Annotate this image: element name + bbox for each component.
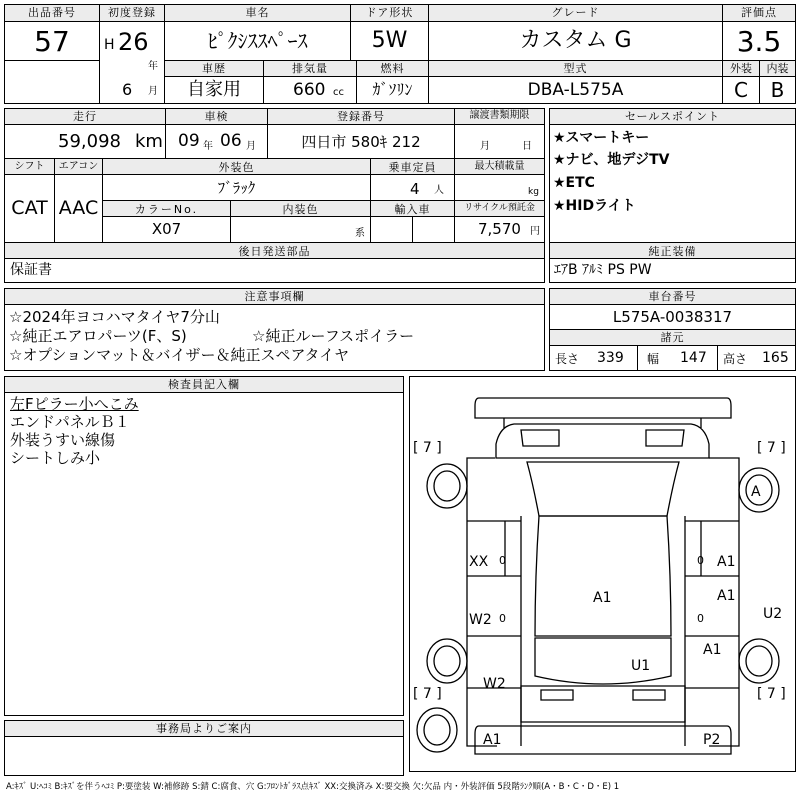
chassis-value: L575A-0038317	[612, 308, 733, 326]
mark-bumper-right: P2	[703, 732, 721, 748]
ext-color-label: 外装色	[218, 161, 255, 174]
inspection-year-unit: 年	[203, 141, 213, 152]
rear-hatch	[521, 686, 685, 722]
transfer-label: 譲渡書類期限	[469, 110, 530, 121]
specs-title: 諸元	[660, 331, 685, 344]
mark-zero: 0	[499, 554, 506, 567]
notes-line: ☆純正ルーフスポイラー	[252, 327, 415, 345]
int-color-label: 内装色	[282, 203, 319, 216]
door-value: 5W	[371, 28, 408, 53]
reg-month: 6	[122, 80, 133, 99]
door-label: ドア形状	[365, 6, 414, 19]
mark-left-front-fender: XX	[469, 554, 489, 570]
recycle-value: 7,570	[478, 220, 521, 238]
ac-label: エアコン	[58, 161, 99, 172]
length-label: 長さ	[555, 352, 580, 366]
plate-label: 登録番号	[337, 110, 385, 123]
notes-line: ☆純正エアロパーツ(F、S)	[9, 327, 187, 345]
genuine-value: ｴｱB ｱﾙﾐ PS PW	[554, 262, 652, 278]
tire-rr-tread: [ 7 ]	[757, 686, 786, 702]
grade-label: グレード	[551, 6, 600, 19]
exterior-grade: C	[734, 78, 748, 102]
inspection-label: 車検	[204, 110, 229, 123]
width-label: 幅	[647, 352, 660, 366]
recycle-unit: 円	[530, 226, 540, 237]
inspection-month-unit: 月	[246, 141, 256, 152]
inspector-title: 検査員記入欄	[168, 378, 240, 391]
notes-line: ☆オプションマット＆バイザー＆純正スペアタイヤ	[9, 346, 350, 364]
model-label: 型式	[563, 62, 588, 75]
notes-title: 注意事項欄	[244, 290, 305, 303]
rear-bumper	[475, 726, 731, 754]
mileage-value: 59,098	[58, 131, 121, 152]
shift-value: CAT	[11, 197, 48, 219]
score-value: 3.5	[736, 25, 782, 58]
inspector-line: シートしみ小	[10, 449, 101, 467]
lot-number: 57	[34, 25, 70, 58]
mark-zero: 0	[499, 612, 506, 625]
notes-line: ☆2024年ヨコハマタイヤ7分山	[9, 308, 220, 326]
windshield	[527, 462, 679, 516]
height-label: 高さ	[723, 352, 748, 366]
era: H	[104, 37, 115, 53]
mileage-label: 走行	[73, 110, 97, 123]
sales-point-item: ★スマートキー	[553, 130, 650, 146]
sales-points-title: セールスポイント	[624, 110, 720, 123]
taillight-left-icon	[541, 690, 573, 700]
tire-fr-tread: [ 7 ]	[757, 440, 786, 456]
headlight-right-icon	[646, 430, 684, 446]
color-no-label: カラーNo.	[134, 203, 199, 216]
transfer-month-unit: 月	[480, 141, 490, 152]
inspector-line: 外装うすい線傷	[10, 431, 116, 449]
front-bumper	[475, 398, 731, 418]
mark-left-front-door: W2	[469, 612, 492, 628]
plate-value: 四日市 580ｷ 212	[301, 133, 421, 151]
body-left	[467, 458, 497, 746]
history-label: 車歴	[202, 62, 226, 75]
car-diagram	[409, 376, 796, 772]
sales-point-item: ★ETC	[553, 175, 595, 191]
displacement-unit: cc	[333, 87, 344, 98]
inspection-month: 06	[220, 131, 242, 151]
height-value: 165	[762, 350, 789, 366]
spare-tire-mark: A	[751, 484, 761, 500]
mark-right-side: U2	[763, 606, 783, 622]
length-value: 339	[597, 350, 624, 366]
mark-left-rear: W2	[483, 676, 506, 692]
reg-year: 26	[118, 28, 149, 56]
first-reg-label: 初度登録	[108, 6, 156, 19]
mark-bumper-left: A1	[483, 732, 502, 748]
ac-value: AAC	[58, 197, 99, 219]
max-load-label: 最大積載量	[474, 161, 525, 172]
transfer-day-unit: 日	[522, 141, 532, 152]
year-unit: 年	[148, 61, 158, 72]
displacement-value: 660	[293, 80, 326, 100]
displacement-label: 排気量	[292, 62, 328, 75]
mark-zero: 0	[697, 612, 704, 625]
hood	[496, 424, 709, 458]
fuel-label: 燃料	[380, 62, 405, 75]
mileage-unit: km	[135, 131, 163, 152]
tire-rl-tread: [ 7 ]	[413, 686, 442, 702]
recycle-label: リサイクル預託金	[464, 203, 535, 213]
sales-point-item: ★HIDライト	[553, 198, 636, 214]
inspection-year: 09	[178, 131, 200, 151]
capacity-unit: 人	[434, 185, 444, 196]
mark-roof: A1	[593, 590, 612, 606]
max-load-unit: kg	[528, 187, 539, 197]
genuine-title: 純正装備	[648, 245, 697, 258]
exterior-label: 外装	[730, 62, 752, 75]
rear-window	[535, 638, 671, 684]
inspector-line: 左Fピラー小へこみ	[10, 395, 139, 413]
model-value: DBA-L575A	[527, 80, 624, 100]
import-label: 輸入車	[394, 203, 431, 216]
ext-color-value: ﾌﾞﾗｯｸ	[217, 179, 256, 197]
capacity-value: 4	[410, 180, 420, 198]
history-value: 自家用	[187, 79, 241, 100]
later-parts-label: 後日発送部品	[238, 245, 311, 258]
mark-rear-center: U1	[631, 658, 651, 674]
car-name-label: 車名	[245, 6, 270, 19]
int-color-unit: 系	[355, 228, 365, 239]
interior-grade: B	[770, 78, 785, 102]
office-title: 事務局よりご案内	[156, 722, 252, 735]
mark-right-front-door: A1	[717, 588, 736, 604]
lot-label: 出品番号	[28, 6, 76, 19]
sales-point-item: ★ナビ、地デジTV	[553, 152, 670, 168]
score-label: 評価点	[741, 6, 777, 19]
inspector-line: エンドパネルＢ１	[10, 413, 130, 431]
legend-text: A:ｷｽﾞ U:ﾍｺﾐ B:ｷｽﾞを伴うﾍｺﾐ P:要塗装 W:補修跡 S:錆 C:腐食、穴 G:ﾌﾛﾝﾄｶﾞﾗｽ点ｷｽﾞ XX:交換済み X:要交換 欠:欠品 内・外装評価 5段階ﾗﾝｸ順(A・B・C・D・E) 1	[6, 782, 620, 792]
roof	[535, 516, 671, 636]
color-no-value: X07	[151, 220, 182, 238]
grade-value: カスタム G	[519, 28, 632, 53]
width-value: 147	[680, 350, 707, 366]
headlight-left-icon	[521, 430, 559, 446]
shift-label: シフト	[14, 161, 45, 172]
mark-right-rear-door: A1	[703, 642, 722, 658]
capacity-label: 乗車定員	[388, 161, 437, 174]
later-parts-value: 保証書	[10, 262, 52, 278]
chassis-title: 車台番号	[648, 290, 697, 303]
interior-label: 内装	[766, 62, 789, 75]
tire-fl-tread: [ 7 ]	[413, 440, 442, 456]
car-name: ﾋﾟｸｼｽｽﾍﾟｰｽ	[207, 29, 308, 53]
mark-zero: 0	[697, 554, 704, 567]
mark-right-front-fender: A1	[717, 554, 736, 570]
taillight-right-icon	[633, 690, 665, 700]
fuel-value: ｶﾞｿﾘﾝ	[372, 80, 413, 99]
month-unit: 月	[148, 86, 158, 97]
